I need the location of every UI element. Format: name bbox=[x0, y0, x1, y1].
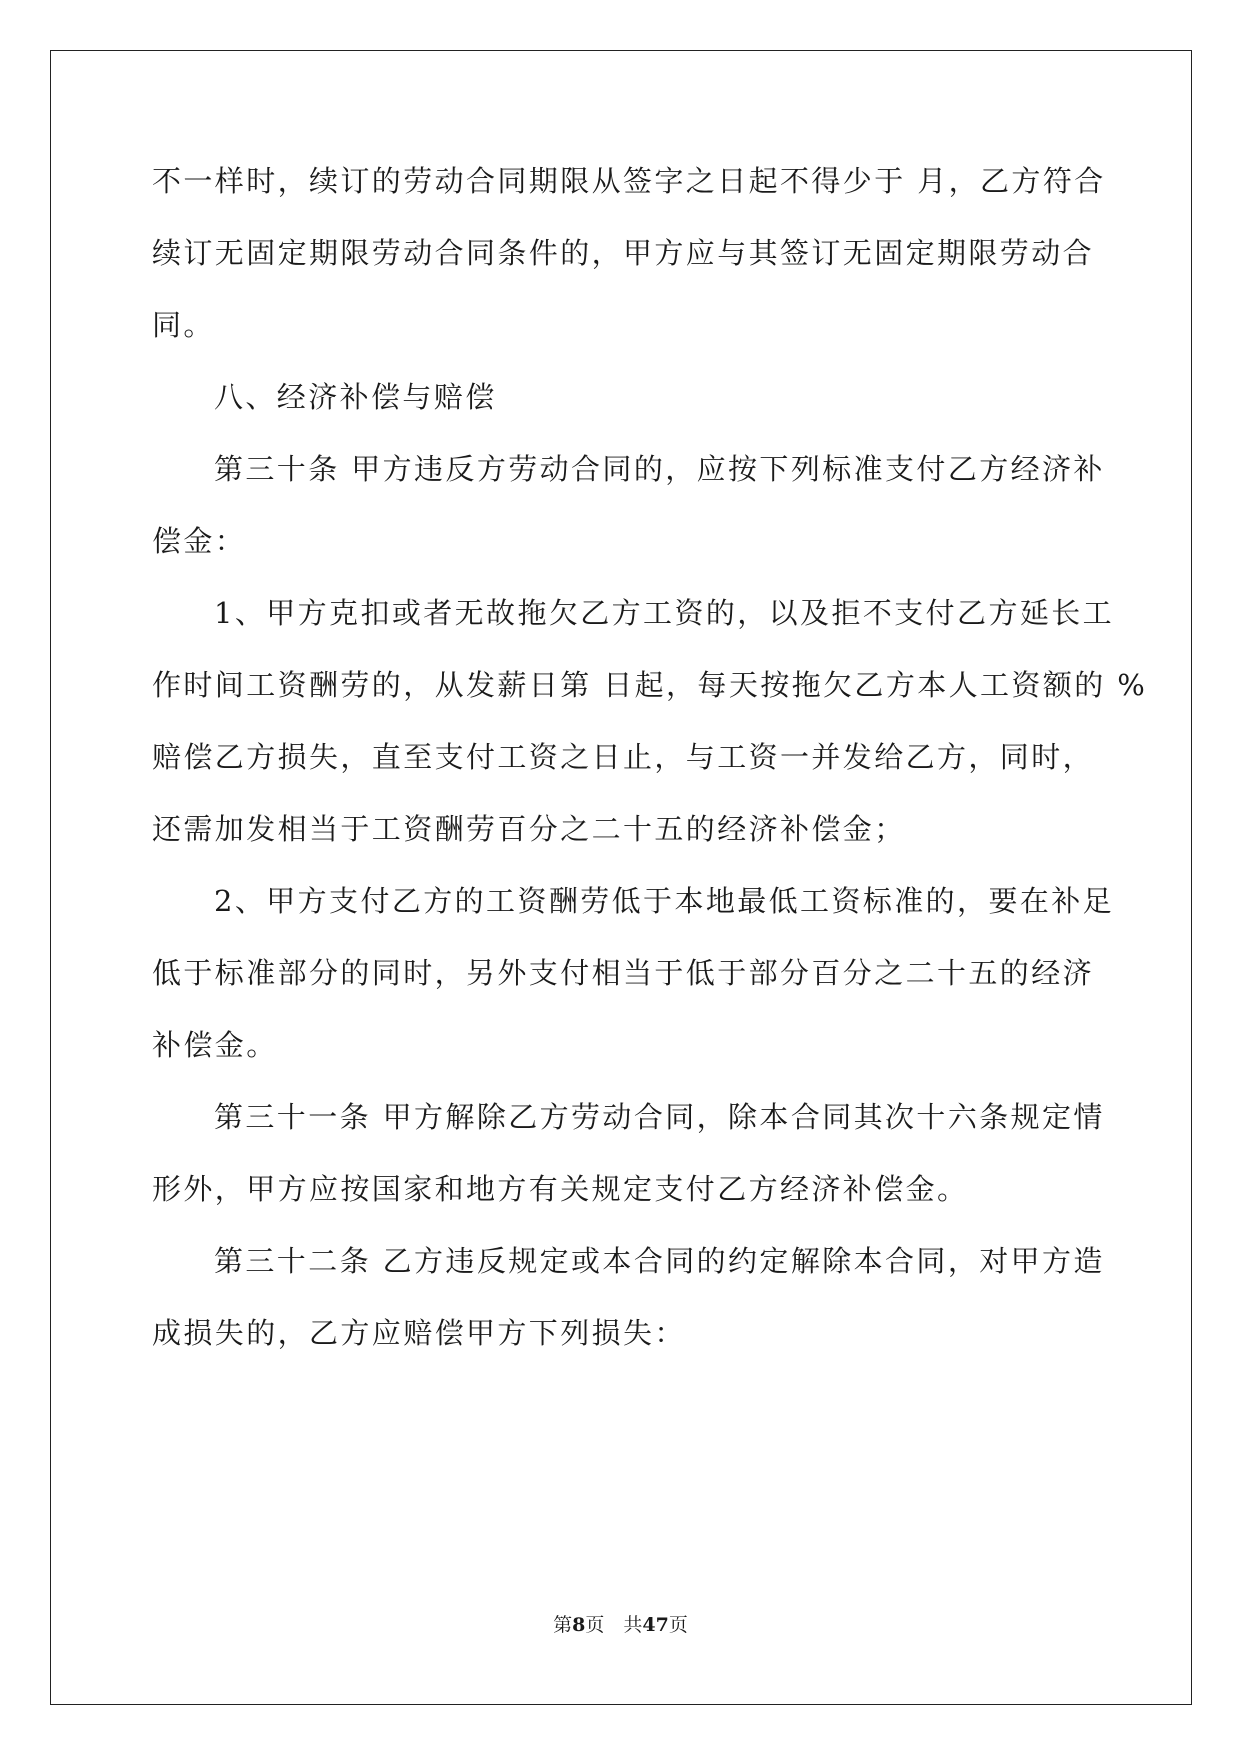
text-line: 2、甲方支付乙方的工资酬劳低于本地最低工资标准的，要在补足 bbox=[214, 884, 1115, 918]
text-line: 第三十二条 乙方违反规定或本合同的约定解除本合同，对甲方造 bbox=[214, 1244, 1105, 1278]
total-page-number: 47 bbox=[642, 1614, 669, 1636]
text-line: 低于标准部分的同时，另外支付相当于低于部分百分之二十五的经济 bbox=[152, 956, 1095, 990]
section-heading: 八、经济补偿与赔偿 bbox=[214, 380, 497, 414]
text-line: 不一样时，续订的劳动合同期限从签字之日起不得少于 月，乙方符合 bbox=[152, 164, 1106, 198]
text-line: 第三十条 甲方违反方劳动合同的，应按下列标准支付乙方经济补 bbox=[214, 452, 1105, 486]
text-line: 补偿金。 bbox=[152, 1028, 278, 1062]
text-line: 同。 bbox=[152, 308, 215, 342]
text-line: 1、甲方克扣或者无故拖欠乙方工资的，以及拒不支付乙方延长工 bbox=[214, 596, 1115, 630]
text-line: 作时间工资酬劳的，从发薪日第 日起，每天按拖欠乙方本人工资额的 % bbox=[152, 668, 1148, 702]
text-line: 成损失的，乙方应赔偿甲方下列损失： bbox=[152, 1316, 686, 1350]
footer-prefix: 第 bbox=[553, 1614, 573, 1636]
text-line: 赔偿乙方损失，直至支付工资之日止，与工资一并发给乙方，同时， bbox=[152, 740, 1095, 774]
text-line: 还需加发相当于工资酬劳百分之二十五的经济补偿金； bbox=[152, 812, 906, 846]
text-line: 形外，甲方应按国家和地方有关规定支付乙方经济补偿金。 bbox=[152, 1172, 969, 1206]
current-page-number: 8 bbox=[572, 1614, 586, 1636]
text-line: 偿金： bbox=[152, 524, 247, 558]
page-footer bbox=[0, 1612, 1241, 1638]
text-line: 第三十一条 甲方解除乙方劳动合同，除本合同其次十六条规定情 bbox=[214, 1100, 1105, 1134]
footer-middle: 页 共 bbox=[585, 1614, 643, 1636]
text-line: 续订无固定期限劳动合同条件的，甲方应与其签订无固定期限劳动合 bbox=[152, 236, 1095, 270]
footer-suffix: 页 bbox=[668, 1614, 688, 1636]
